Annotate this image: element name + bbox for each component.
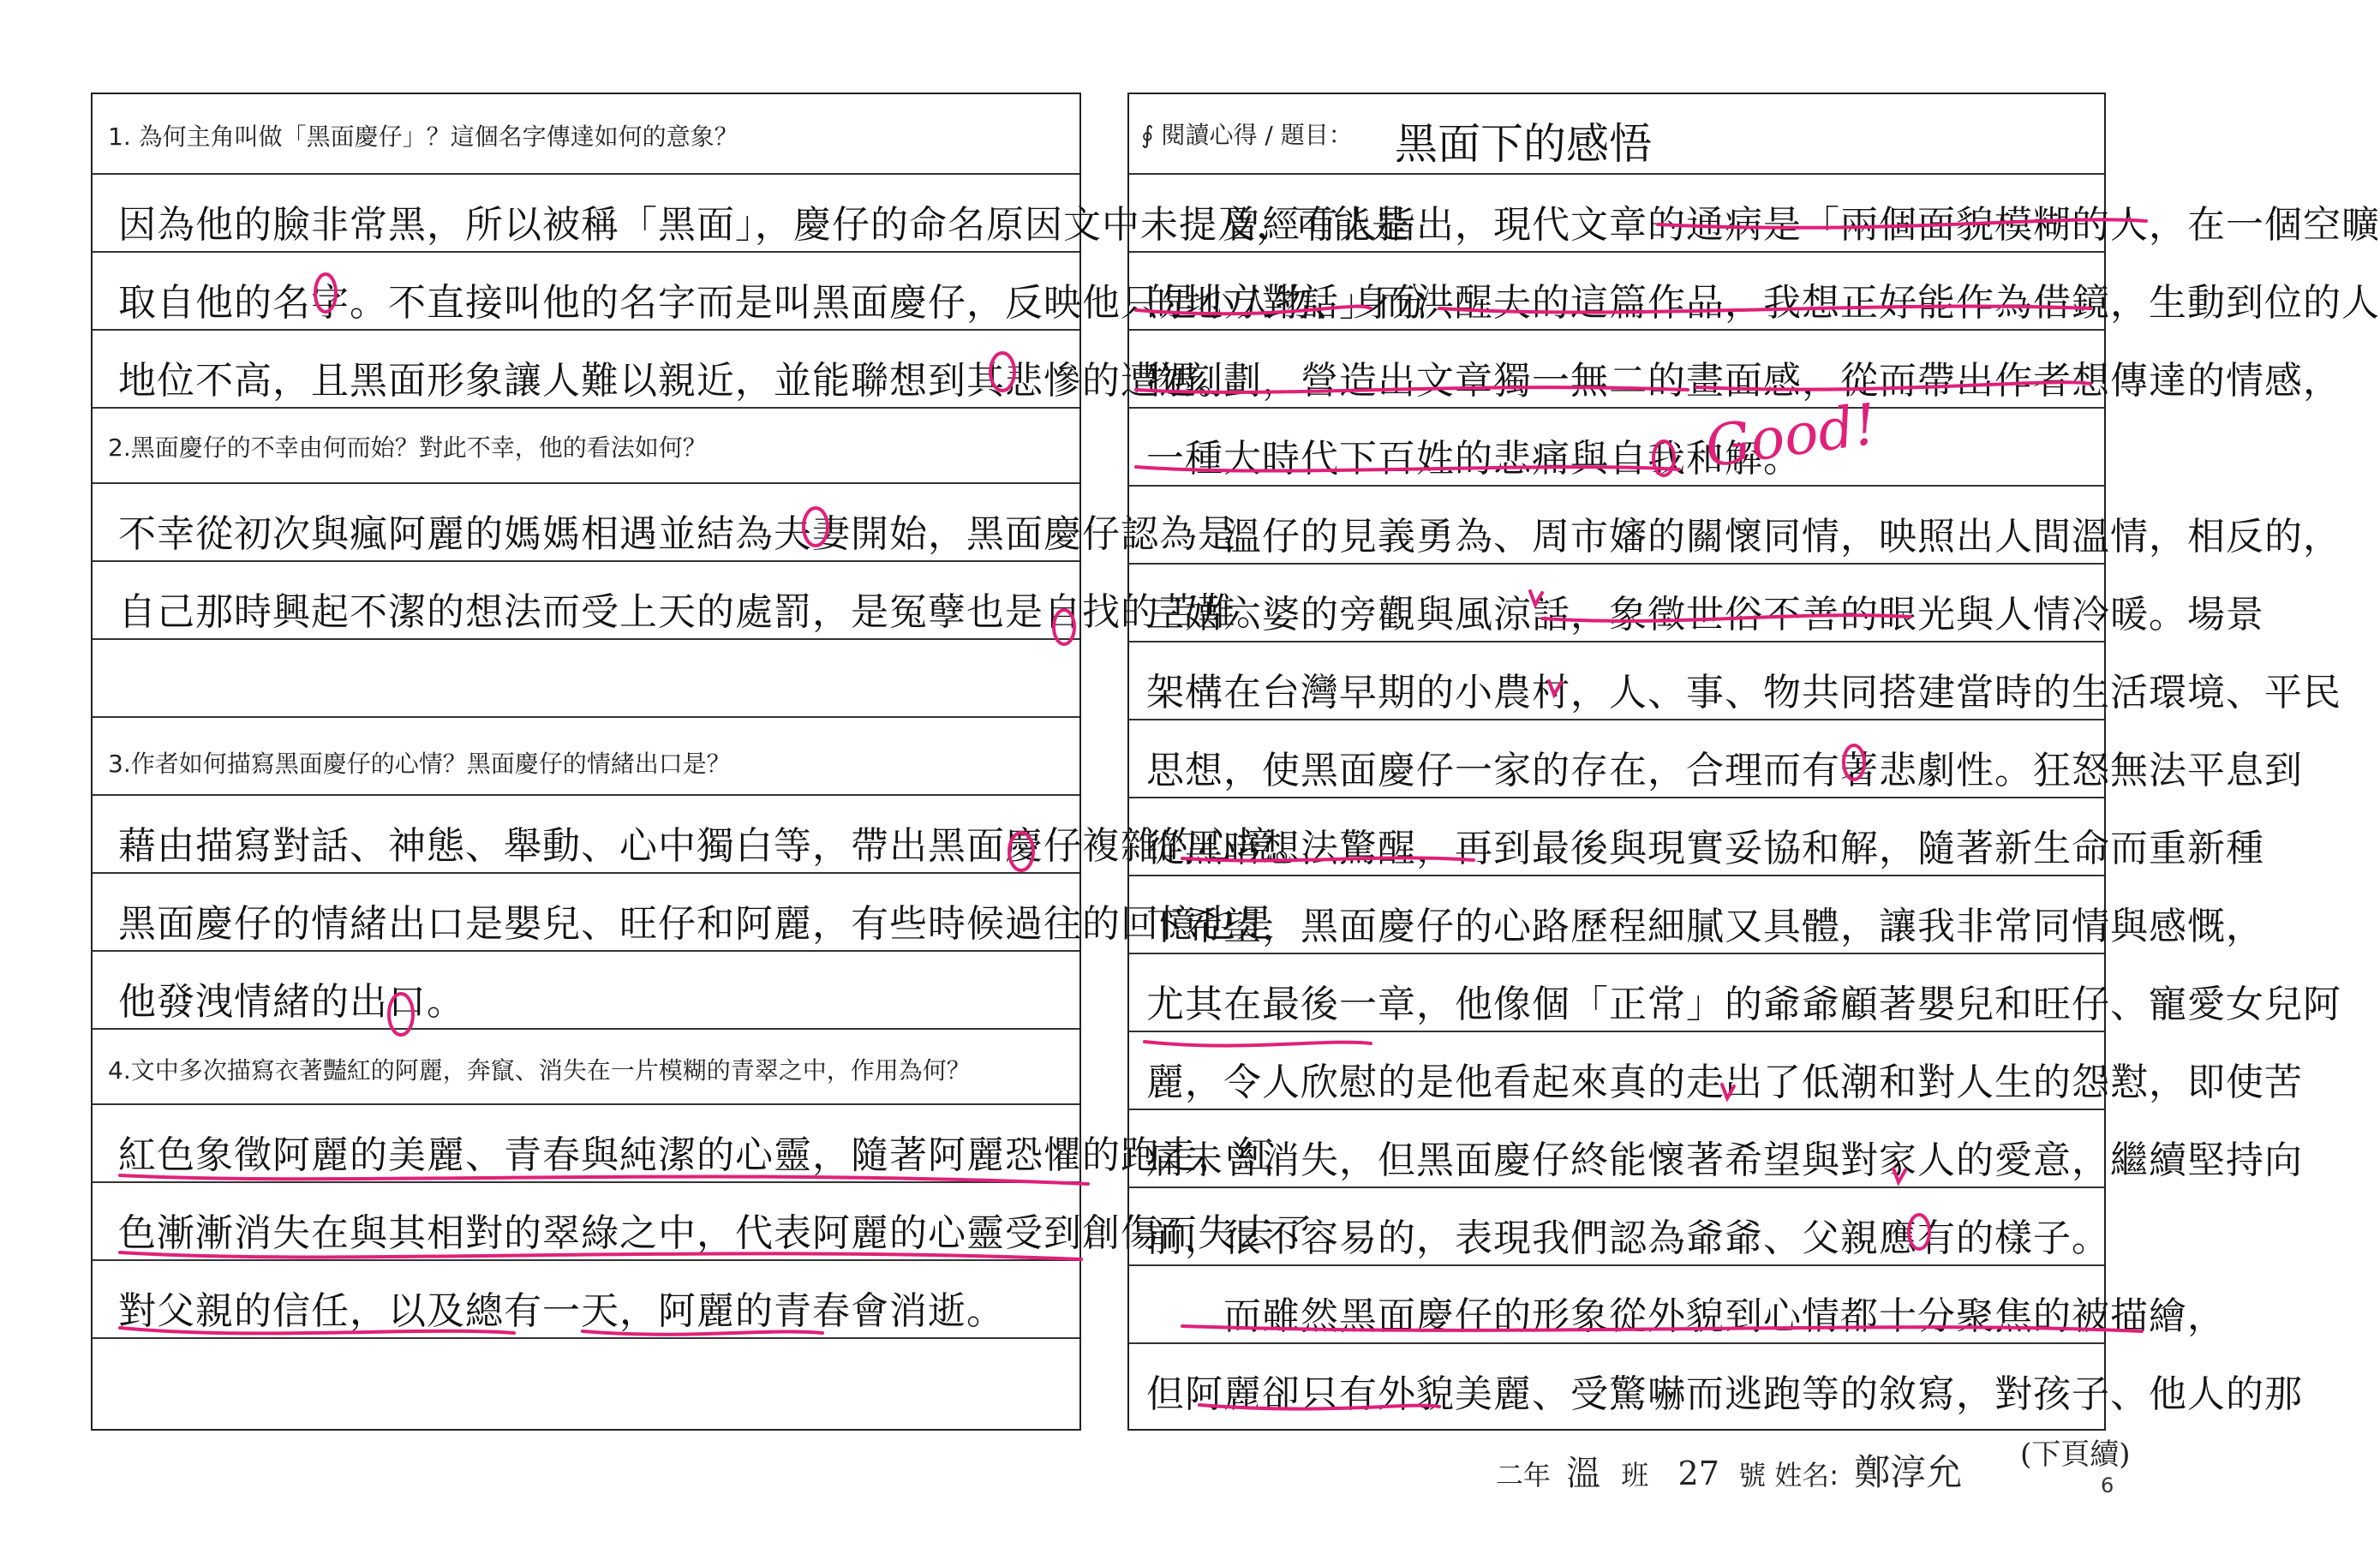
question-4: 4.文中多次描寫衣著豔紅的阿麗，奔竄、消失在一片模糊的青翠之中，作用為何？ — [108, 1056, 971, 1085]
essay-line-6: 三姑六婆的旁觀與風涼話，象徵世俗不善的眼光與人情冷暖。場景 — [1146, 593, 2264, 637]
essay-line — [1129, 1032, 2303, 1110]
answer-line — [93, 874, 1275, 952]
answer-3-line-2: 黑面慶仔的情緒出口是嬰兒、旺仔和阿麗，有些時候過往的回憶也是 — [118, 902, 1275, 946]
page-number: 6 — [2101, 1473, 2114, 1497]
essay-line-8: 思想，使黑面慶仔一家的存在，合理而有著悲劇性。狂怒無法平息到 — [1146, 749, 2303, 792]
class-name: 溫 — [1566, 1454, 1601, 1493]
answer-4-line-2: 色漸漸消失在與其相對的翠綠之中，代表阿麗的心靈受到創傷而失去了 — [118, 1211, 1313, 1255]
continued-note: (下頁續) — [2020, 1437, 2131, 1472]
essay-line-12: 麗，令人欣慰的是他看起來真的走出了低潮和對人生的怨懟，即使苦 — [1146, 1061, 2303, 1104]
essay-line — [1129, 876, 2264, 954]
essay-line — [1129, 1266, 2226, 1344]
answer-4-line-3: 對父親的信任，以及總有一天，阿麗的青春會消逝。 — [118, 1289, 1005, 1333]
blank-line — [93, 1339, 1079, 1429]
answer-line — [93, 175, 1410, 253]
answer-1-line-1: 因為他的臉非常黑，所以被稱「黑面」，慶仔的命名原因文中未提及，可能是 — [118, 203, 1410, 247]
essay-line — [1129, 954, 2341, 1032]
answer-3-line-1: 藉由描寫對話、神態、舉動、心中獨白等，帶出黑面慶仔複雜的心境。 — [118, 824, 1313, 868]
seat-number: 27 — [1677, 1455, 1719, 1492]
essay-line-9: 從黑暗想法驚醒，再到最後與現實妥協和解，隨著新生命而重新種 — [1146, 827, 2264, 870]
answer-2-line-2: 自己那時興起不潔的想法而受上天的處罰，是冤孽也是自找的苦難。 — [118, 590, 1275, 634]
answer-line — [93, 796, 1313, 874]
essay-line — [1129, 1188, 2110, 1266]
question-4-row — [93, 1030, 1079, 1105]
question-3: 3.作者如何描寫黑面慶仔的心情？黑面慶仔的情緒出口是？ — [108, 750, 731, 778]
essay-line — [1129, 175, 2380, 253]
student-info — [1496, 1444, 1962, 1496]
answer-line — [93, 1261, 1079, 1339]
answer-line — [93, 1105, 1275, 1183]
essay-line-5: 溫仔的見義勇為、周市嬸的關懷同情，映照出人間溫情，相反的， — [1146, 515, 2341, 559]
answer-line — [93, 562, 1275, 640]
essay-line — [1129, 253, 2380, 331]
essay-line-4: 一種大時代下百姓的悲痛與自我和解。 — [1146, 437, 1802, 481]
answer-2-line-1: 不幸從初次與瘋阿麗的媽媽相遇並結為夫妻開始，黑面慶仔認為是 — [118, 512, 1236, 556]
essay-line — [1129, 1344, 2303, 1422]
essay-line — [1129, 798, 2264, 876]
blank-line — [93, 640, 1079, 718]
answer-line — [93, 253, 1429, 331]
essay-line-10: 下希望，黑面慶仔的心路歷程細膩又具體，讓我非常同情與感慨， — [1146, 905, 2264, 948]
question-2: 2.黑面慶仔的不幸由何而始？對此不幸，他的看法如何？ — [108, 433, 707, 462]
grade: 二年 — [1496, 1459, 1552, 1491]
answer-1-line-3: 地位不高，且黑面形象讓人難以親近，並能聯想到其悲慘的遭遇。 — [118, 359, 1236, 403]
question-3-row — [93, 718, 1079, 796]
answer-line — [93, 331, 1236, 409]
question-1-row — [93, 94, 1079, 175]
essay-line — [1129, 643, 2341, 720]
essay-header-row — [1129, 94, 2104, 175]
seat-label: 號 姓名: — [1738, 1459, 1839, 1491]
essay-line-14: 前，很不容易的，表現我們認為爺爺、父親應有的樣子。 — [1146, 1216, 2110, 1260]
essay-title: 黑面下的感悟 — [1395, 119, 1652, 169]
essay-line — [1129, 409, 2104, 487]
essay-line-11: 尤其在最後一章，他像個「正常」的爺爺顧著嬰兒和旺仔、寵愛女兒阿 — [1146, 983, 2341, 1026]
answer-4-line-1: 紅色象徵阿麗的美麗、青春與純潔的心靈，隨著阿麗恐懼的跑走，紅 — [118, 1133, 1275, 1177]
student-name: 鄭淳允 — [1854, 1451, 1963, 1493]
answer-line — [93, 1183, 1313, 1261]
grading-comment: Good! — [1701, 391, 1881, 481]
essay-line — [1129, 565, 2264, 643]
question-2-row — [93, 409, 1079, 484]
essay-line — [1129, 331, 2341, 409]
essay-line-15: 而雖然黑面慶仔的形象從外貌到心情都十分聚焦的被描繪， — [1146, 1294, 2226, 1338]
answer-3-line-3: 他發洩情緒的出口。 — [118, 980, 465, 1024]
answer-line — [93, 484, 1236, 562]
essay-line — [1129, 487, 2341, 565]
essay-header-label: ∮ 閱讀心得 / 題目： — [1141, 121, 1353, 149]
essay-line-7: 架構在台灣早期的小農村，人、事、物共同搭建當時的生活環境、平民 — [1146, 671, 2341, 714]
essay-line-1: 曾經有人指出，現代文章的通病是「兩個面貌模糊的人，在一個空曠 — [1146, 203, 2380, 247]
essay-line-16: 但阿麗卻只有外貌美麗、受驚嚇而逃跑等的敘寫，對孩子、他人的那 — [1146, 1372, 2303, 1416]
class-label: 班 — [1621, 1459, 1649, 1491]
essay-line-2: 的地方對話」而洪醒夫的這篇作品，我想正好能作為借鏡，生動到位的人 — [1146, 281, 2380, 325]
essay-line — [1129, 1110, 2303, 1188]
essay-line-3: 物刻劃，營造出文章獨一無二的畫面感，從而帶出作者想傳達的情感， — [1146, 359, 2341, 403]
answer-1-line-2: 取自他的名字。不直接叫他的名字而是叫黑面慶仔，反映他只是小人物、身分 — [118, 281, 1429, 325]
essay-line-13: 痛未曾消失，但黑面慶仔終能懷著希望與對家人的愛意，繼續堅持向 — [1146, 1139, 2303, 1182]
essay-line — [1129, 720, 2303, 798]
right-essay-sheet — [1127, 93, 2380, 1431]
question-1: 1. 為何主角叫做「黑面慶仔」？這個名字傳達如何的意象？ — [108, 123, 739, 151]
answer-line — [93, 952, 1079, 1030]
